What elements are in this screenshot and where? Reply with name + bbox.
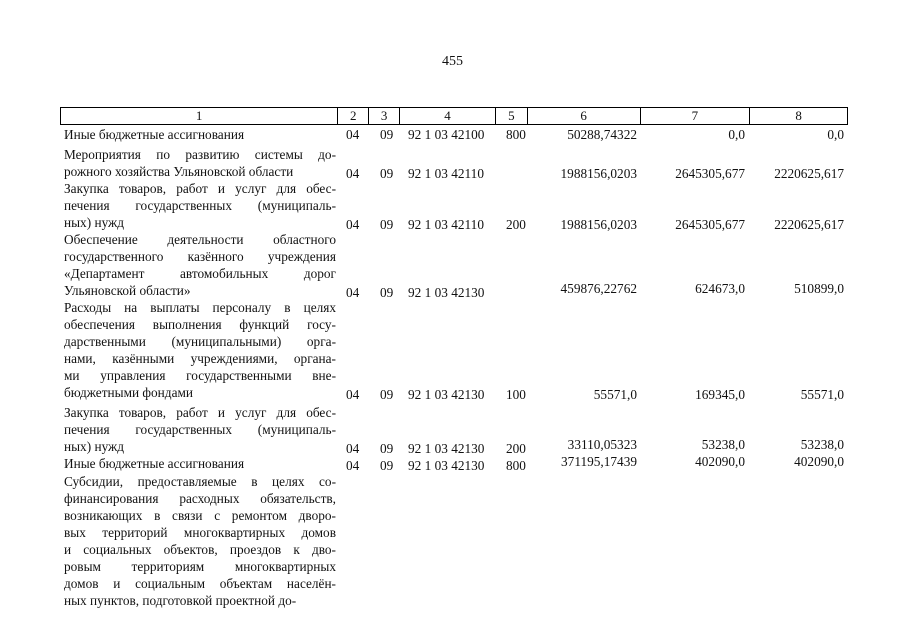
cell-c8: 53238,0 bbox=[800, 437, 844, 452]
cell-c7: 53238,0 bbox=[701, 437, 745, 452]
description-line: Мероприятия по развитию системы до- bbox=[64, 147, 336, 162]
description-line: рожного хозяйства Ульяновской области bbox=[64, 164, 294, 179]
cell-c3: 09 bbox=[380, 441, 394, 456]
cell-c3: 09 bbox=[380, 458, 394, 473]
cell-c5: 800 bbox=[506, 127, 526, 142]
cell-c8: 2220625,617 bbox=[774, 166, 844, 181]
cell-c4: 92 1 03 42130 bbox=[408, 458, 485, 473]
description-line: Закупка товаров, работ и услуг для обес- bbox=[64, 405, 336, 420]
cell-c8: 0,0 bbox=[827, 127, 844, 142]
cell-c7: 624673,0 bbox=[695, 281, 745, 296]
column-header-1: 1 bbox=[61, 108, 338, 124]
description-line: «Департамент автомобильных дорог bbox=[64, 266, 336, 281]
cell-c5: 200 bbox=[506, 441, 526, 456]
description-line: ных пунктов, подготовкой проектной до- bbox=[64, 593, 297, 608]
description-line: Иные бюджетные ассигнования bbox=[64, 127, 245, 142]
description-line: возникающих в связи с ремонтом дворо- bbox=[64, 508, 336, 523]
cell-c2: 04 bbox=[346, 127, 360, 142]
description-line: Субсидии, предоставляемые в целях со- bbox=[64, 474, 336, 489]
cell-c8: 510899,0 bbox=[794, 281, 844, 296]
cell-c6: 1988156,0203 bbox=[560, 217, 637, 232]
description-line: бюджетными фондами bbox=[64, 385, 193, 400]
column-header-5: 5 bbox=[496, 108, 528, 124]
cell-c6: 459876,22762 bbox=[560, 281, 637, 296]
page-number: 455 bbox=[442, 54, 463, 69]
description-line: Ульяновской области» bbox=[64, 283, 191, 298]
cell-c4: 92 1 03 42130 bbox=[408, 285, 485, 300]
description-line: ровым территориям многоквартирных bbox=[64, 559, 336, 574]
cell-c2: 04 bbox=[346, 166, 360, 181]
description-line: вых территорий многоквартирных домов bbox=[64, 525, 336, 540]
description-line: Расходы на выплаты персоналу в целях bbox=[64, 300, 336, 315]
description-line: ных) нужд bbox=[64, 215, 124, 230]
cell-c4: 92 1 03 42110 bbox=[408, 166, 484, 181]
cell-c6: 1988156,0203 bbox=[560, 166, 637, 181]
column-header-4: 4 bbox=[400, 108, 496, 124]
cell-c2: 04 bbox=[346, 217, 360, 232]
cell-c7: 2645305,677 bbox=[675, 217, 745, 232]
description-line: печения государственных (муниципаль- bbox=[64, 422, 336, 437]
description-line: Закупка товаров, работ и услуг для обес- bbox=[64, 181, 336, 196]
cell-c6: 50288,74322 bbox=[567, 127, 637, 142]
cell-c5: 800 bbox=[506, 458, 526, 473]
column-header-2: 2 bbox=[338, 108, 369, 124]
row-description bbox=[64, 473, 336, 609]
cell-c7: 0,0 bbox=[728, 127, 745, 142]
cell-c5: 100 bbox=[506, 387, 526, 402]
row-description bbox=[64, 404, 336, 455]
column-header-3: 3 bbox=[369, 108, 400, 124]
description-line: финансирования расходных обязательств, bbox=[64, 491, 336, 506]
cell-c3: 09 bbox=[380, 217, 394, 232]
cell-c4: 92 1 03 42110 bbox=[408, 217, 484, 232]
cell-c3: 09 bbox=[380, 127, 394, 142]
description-line: государственного казённого учреждения bbox=[64, 249, 336, 264]
description-line: печения государственных (муниципаль- bbox=[64, 198, 336, 213]
cell-c3: 09 bbox=[380, 387, 394, 402]
row-description bbox=[64, 146, 336, 180]
table-header bbox=[60, 107, 848, 125]
description-line: Обеспечение деятельности областного bbox=[64, 232, 336, 247]
cell-c8: 2220625,617 bbox=[774, 217, 844, 232]
description-line: дарственными (муниципальными) орга- bbox=[64, 334, 336, 349]
description-line: Иные бюджетные ассигнования bbox=[64, 456, 245, 471]
cell-c2: 04 bbox=[346, 387, 360, 402]
description-line: ных) нужд bbox=[64, 439, 124, 454]
column-header-7: 7 bbox=[641, 108, 751, 124]
description-line: ми управления государственными вне- bbox=[64, 368, 336, 383]
cell-c6: 55571,0 bbox=[593, 387, 637, 402]
row-description bbox=[64, 180, 336, 231]
cell-c7: 2645305,677 bbox=[675, 166, 745, 181]
column-header-6: 6 bbox=[528, 108, 641, 124]
cell-c5: 200 bbox=[506, 217, 526, 232]
description-line: домов и социальным объектам населён- bbox=[64, 576, 336, 591]
cell-c3: 09 bbox=[380, 166, 394, 181]
cell-c6: 33110,05323 bbox=[567, 437, 637, 452]
cell-c2: 04 bbox=[346, 458, 360, 473]
description-line: нами, казёнными учреждениями, органа- bbox=[64, 351, 336, 366]
row-description bbox=[64, 299, 336, 401]
cell-c7: 169345,0 bbox=[695, 387, 745, 402]
cell-c6: 371195,17439 bbox=[561, 454, 637, 469]
description-line: и социальных объектов, проездов к дво- bbox=[64, 542, 336, 557]
description-line: обеспечения выполнения функций госу- bbox=[64, 317, 336, 332]
cell-c2: 04 bbox=[346, 441, 360, 456]
column-header-8: 8 bbox=[795, 108, 802, 123]
row-description bbox=[64, 231, 336, 299]
cell-c3: 09 bbox=[380, 285, 394, 300]
cell-c4: 92 1 03 42130 bbox=[408, 441, 485, 456]
row-description bbox=[64, 126, 336, 143]
cell-c7: 402090,0 bbox=[695, 454, 745, 469]
cell-c4: 92 1 03 42100 bbox=[408, 127, 485, 142]
cell-c2: 04 bbox=[346, 285, 360, 300]
cell-c8: 55571,0 bbox=[800, 387, 844, 402]
row-description bbox=[64, 455, 336, 472]
cell-c8: 402090,0 bbox=[794, 454, 844, 469]
cell-c4: 92 1 03 42130 bbox=[408, 387, 485, 402]
